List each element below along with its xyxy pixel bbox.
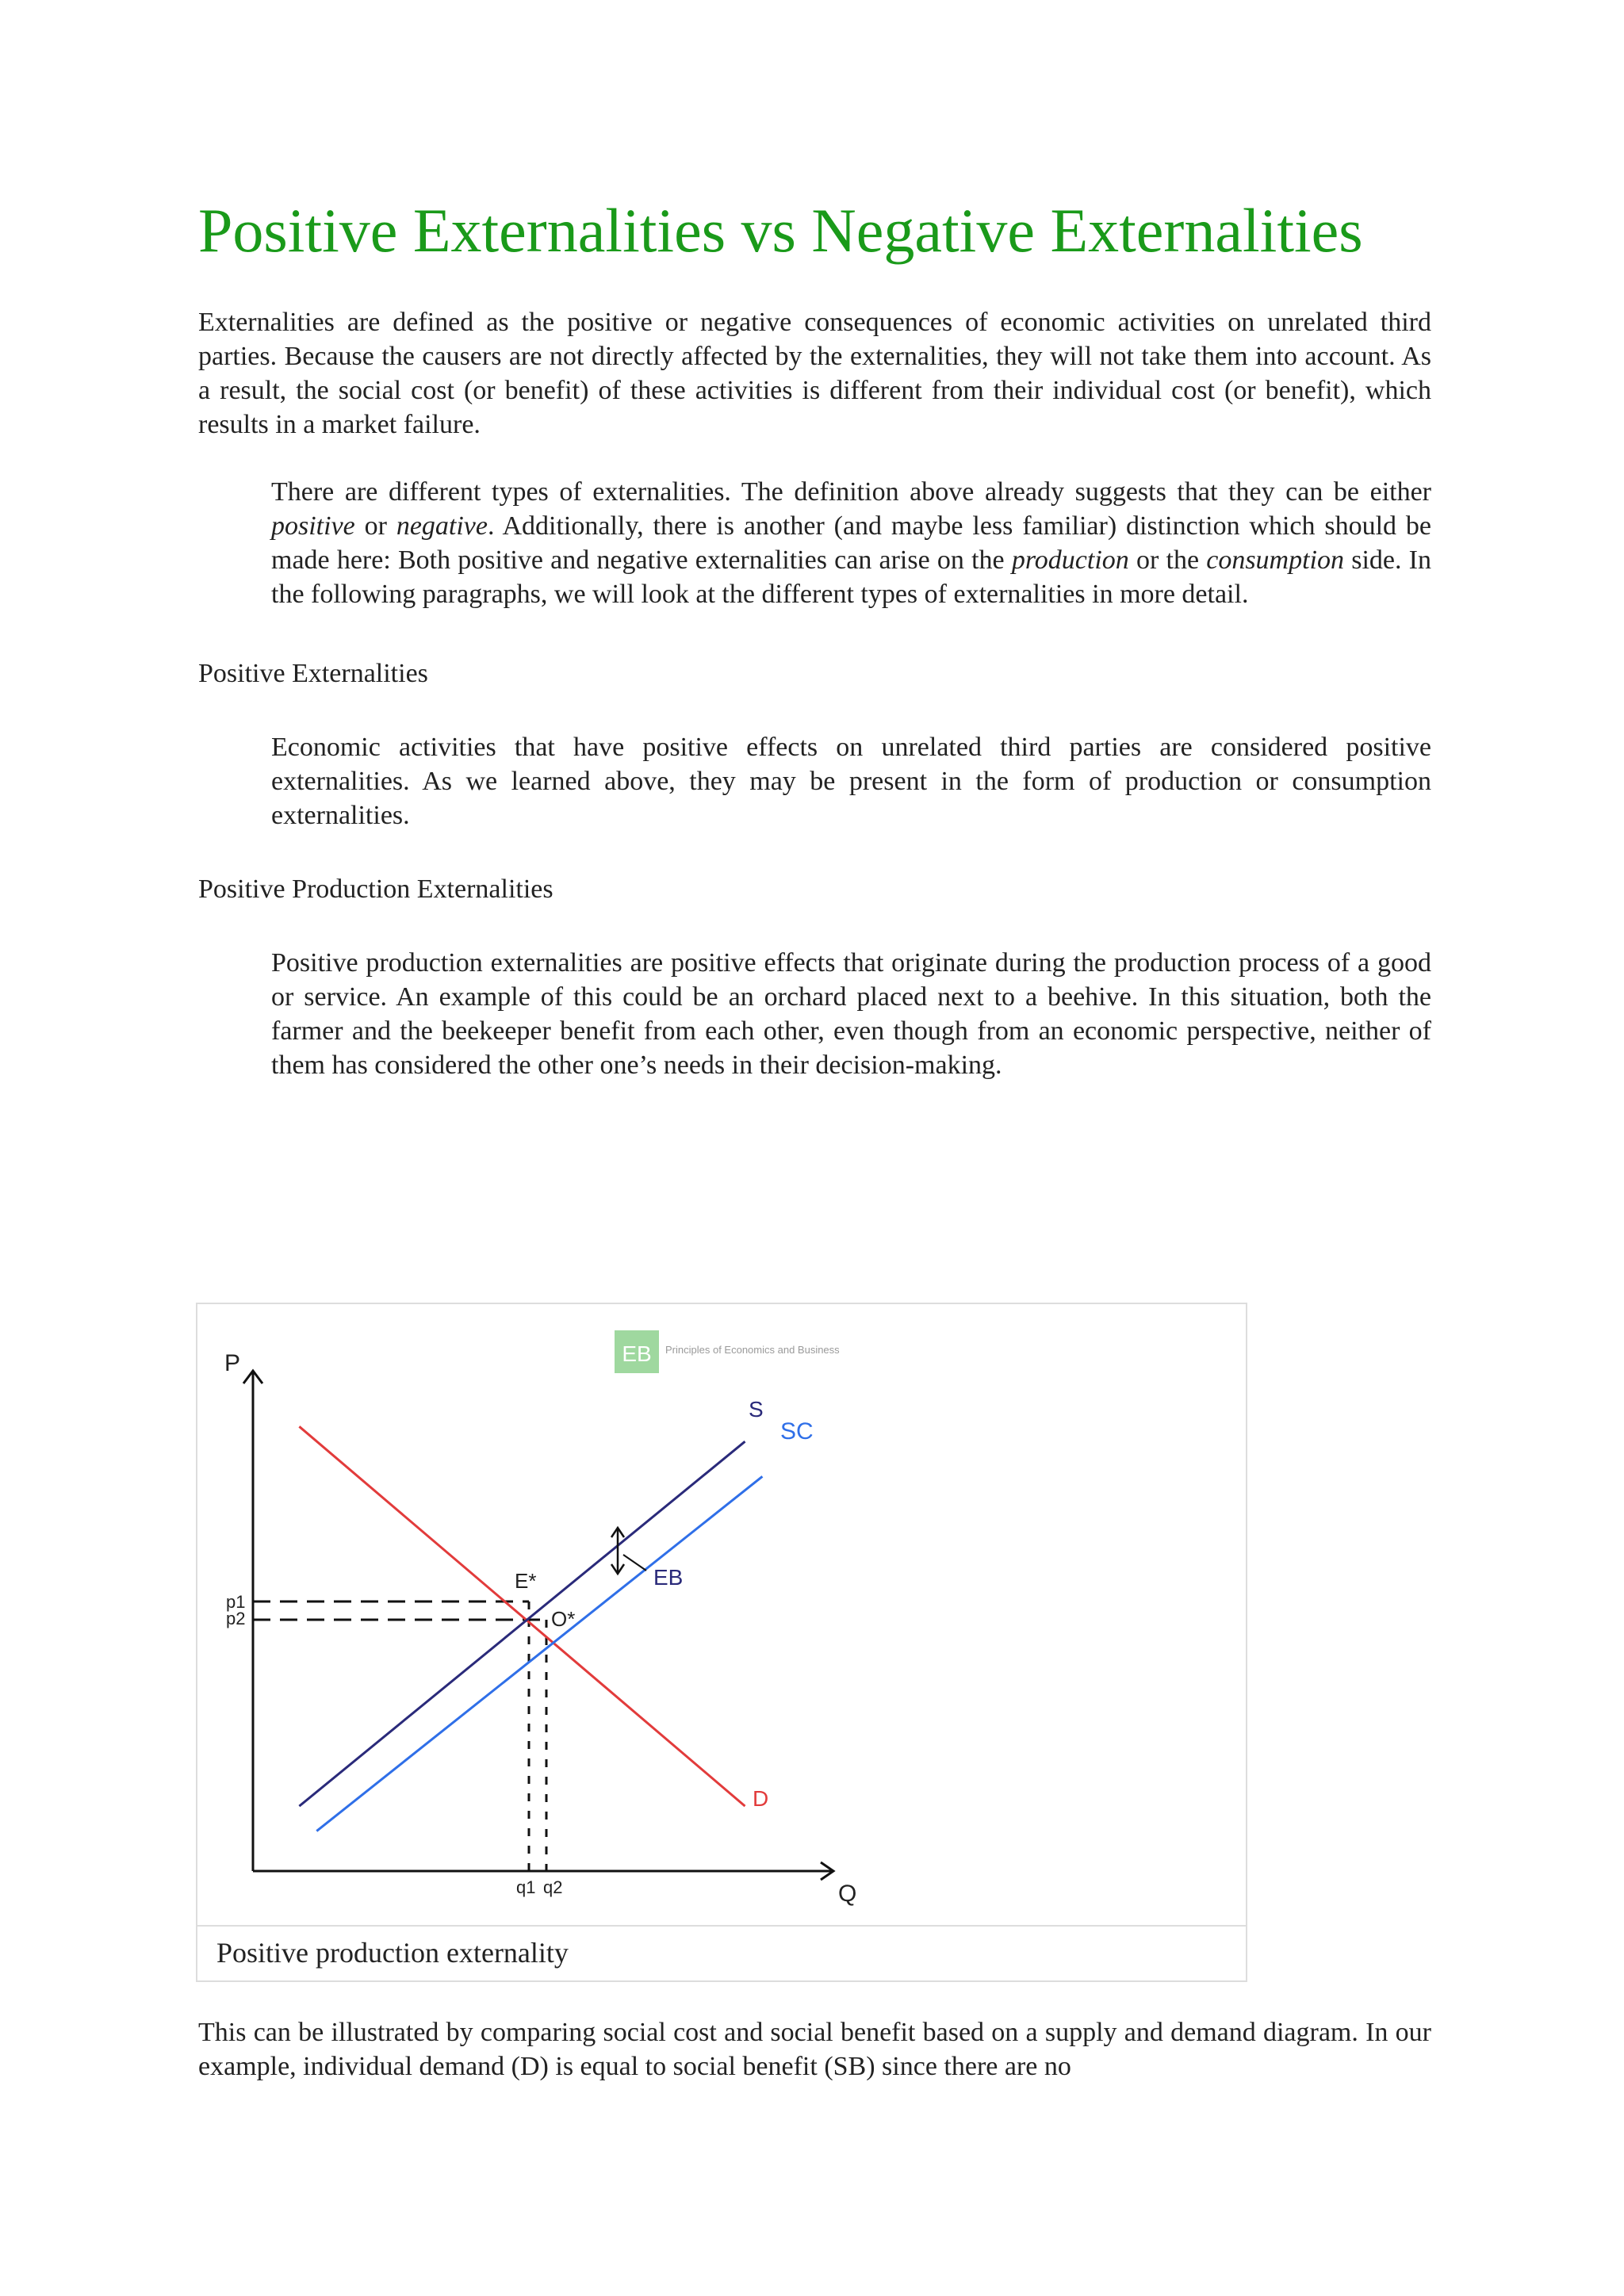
- eb-pointer: [623, 1555, 646, 1571]
- demand-line: [299, 1426, 745, 1806]
- closing-paragraph: This can be illustrated by comparing social cost and social benefit based on a supply and demand diagram. In our example, individual demand (D) is equal to social benefit (SB) since there are no: [198, 2018, 1431, 2081]
- demand-label: D: [753, 1786, 769, 1811]
- positive-term: positive: [271, 511, 355, 541]
- types-paragraph: [271, 475, 1431, 611]
- figure-box: [196, 1303, 1247, 1982]
- types-text-2: . Additionally, there is another (and maybe less familiar) distinction which should be made here: Both positive and negative externalities can arise on the: [271, 511, 1432, 575]
- p2-tick-label: p2: [226, 1609, 246, 1628]
- production-paragraph: Positive production externalities are positive effects that originate during the production process of a good or service. An example of this could be an orchard placed next to a beehive. In this situation, both the farmer and the beekeeper benefit from each other, even though from an economic perspective, neither of them has considered the other one’s needs in their decision-making.: [271, 948, 1431, 1080]
- q1-tick-label: q1: [516, 1877, 536, 1897]
- page-title: Positive Externalities vs Negative Externalities: [198, 196, 1363, 265]
- supply-line: [299, 1441, 745, 1806]
- supply-label: S: [749, 1397, 764, 1422]
- eb-label: EB: [653, 1565, 684, 1590]
- e-star-label: E*: [515, 1569, 537, 1593]
- p1-tick-label: p1: [226, 1592, 246, 1612]
- x-axis-label: Q: [838, 1881, 857, 1907]
- types-text-or-the: or the: [1128, 545, 1207, 575]
- social-cost-line: [316, 1476, 762, 1831]
- types-text-1: There are different types of externalities. The definition above already suggests that they can be either: [271, 477, 1431, 507]
- intro-paragraph: Externalities are defined as the positive or negative consequences of economic activities on unrelated third parties. Because the causers are not directly affected by the externalities, they will not take them into account. As a result, the social cost (or benefit) of these activities is different from their individual cost (or benefit), which results in a market failure.: [198, 308, 1431, 439]
- negative-term: negative: [396, 511, 488, 541]
- consumption-term: consumption: [1206, 545, 1345, 575]
- section-heading-production: Positive Production Externalities: [198, 874, 553, 904]
- logo-caption: Principles of Economics and Business: [665, 1344, 840, 1356]
- types-text-3: side. In the following paragraphs, we will look at the different types of externalities in more detail.: [271, 545, 1431, 609]
- social-cost-label: SC: [780, 1418, 814, 1445]
- logo: [615, 1330, 840, 1373]
- figure-caption: Positive production externality: [197, 1925, 1246, 1980]
- section-heading-positive: Positive Externalities: [198, 659, 428, 688]
- y-axis-label: P: [224, 1350, 241, 1376]
- o-star-label: O*: [551, 1607, 576, 1631]
- q2-tick-label: q2: [543, 1877, 563, 1897]
- types-text-or: or: [354, 511, 396, 541]
- article: [198, 194, 1431, 1082]
- supply-demand-chart: [197, 1304, 1246, 1925]
- positive-paragraph: Economic activities that have positive effects on unrelated third parties are considered positive externalities. As we learned above, they may be present in the form of production or consumption externalities.: [271, 733, 1431, 830]
- production-term: production: [1011, 545, 1129, 575]
- logo-mark: EB: [622, 1341, 652, 1366]
